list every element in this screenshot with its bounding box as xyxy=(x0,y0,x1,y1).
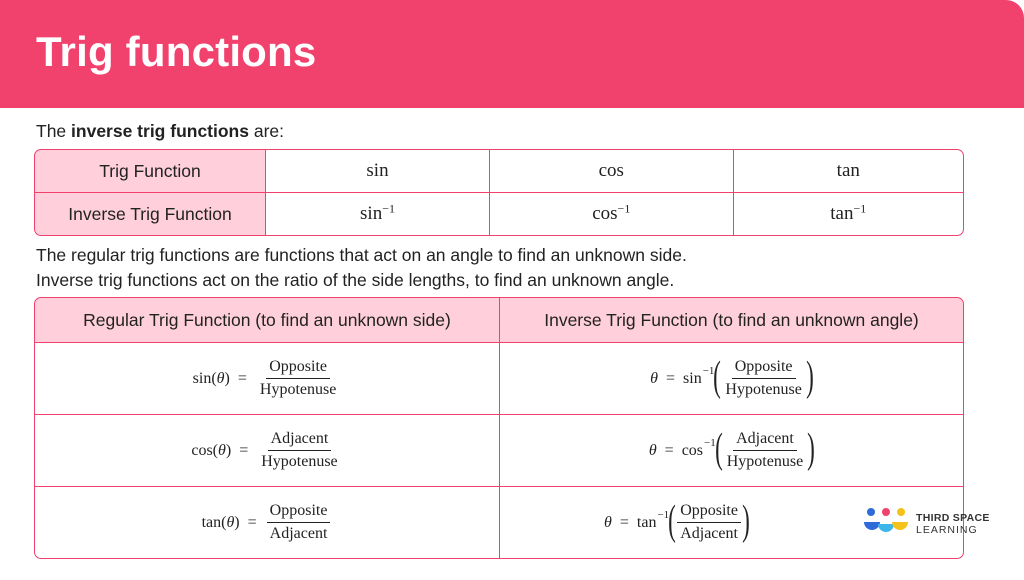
exponent: −1 xyxy=(853,201,867,216)
header-regular-trig: Regular Trig Function (to find an unknown side) xyxy=(34,297,500,343)
logo-line-2: LEARNING xyxy=(916,524,978,536)
table-row xyxy=(34,487,964,559)
equals: = xyxy=(619,513,629,531)
equals: = xyxy=(247,513,257,531)
explanation-line-1: The regular trig functions are functions that act on an angle to find an unknown side. xyxy=(36,245,687,265)
denominator: Adjacent xyxy=(269,525,328,542)
fraction xyxy=(257,358,339,399)
denominator: Hypotenuse xyxy=(259,381,337,398)
denominator: Hypotenuse xyxy=(725,381,802,398)
cell-arccos xyxy=(490,193,734,236)
denominator: Adjacent xyxy=(680,525,738,542)
fn-name: cos xyxy=(681,441,704,459)
cell-arcsin xyxy=(266,193,490,236)
exponent: −1 xyxy=(704,436,716,449)
fn-name: cos xyxy=(592,203,618,224)
right-paren: ) xyxy=(806,353,814,400)
formula-tan: tan ( θ ) = $\frac{\text{Opposite}}{\text{Adjacent}}$ xyxy=(34,487,500,559)
theta: θ xyxy=(218,441,226,459)
formula-arccos xyxy=(500,415,964,487)
intro-suffix: are: xyxy=(248,121,285,141)
intro-bold: inverse trig functions xyxy=(71,121,249,141)
row-label-trig-function: Trig Function xyxy=(34,149,266,193)
left-paren: ( xyxy=(714,425,723,472)
fraction xyxy=(722,358,804,399)
formula-cos: cos ( θ ) = $\frac{\text{Adjacent}}{\text{Hypotenuse}}$ xyxy=(34,415,500,487)
table-header-row xyxy=(34,297,964,343)
numerator: Opposite xyxy=(267,502,331,523)
table-row xyxy=(34,193,964,236)
equals: = xyxy=(237,369,247,387)
denominator: Hypotenuse xyxy=(726,453,804,470)
cell-sin: sin xyxy=(266,149,490,193)
numerator: Opposite xyxy=(266,358,330,379)
header-inverse-trig: Inverse Trig Function (to find an unknown angle) xyxy=(500,297,964,343)
numerator: Opposite xyxy=(677,502,741,523)
fn-name: sin xyxy=(360,203,383,224)
cell-arctan xyxy=(734,193,964,236)
denominator: Hypotenuse xyxy=(261,453,338,470)
inverse-functions-table xyxy=(34,149,964,236)
equals: = xyxy=(664,441,674,459)
exponent: −1 xyxy=(657,508,670,521)
theta: θ xyxy=(226,513,235,531)
cell-tan: tan xyxy=(734,149,964,193)
explanation-line-2: Inverse trig functions act on the ratio of the side lengths, to find an unknown angle. xyxy=(36,270,675,290)
fn-name: tan xyxy=(636,513,657,531)
cell-cos: cos xyxy=(490,149,734,193)
third-space-learning-logo xyxy=(862,506,992,542)
table-row xyxy=(34,149,964,193)
numerator: Adjacent xyxy=(733,430,797,451)
table-row xyxy=(34,343,964,415)
logo-line-1: THIRD SPACE xyxy=(916,512,990,524)
equals: = xyxy=(666,369,676,387)
fn-name: cos xyxy=(191,441,213,459)
fn-name: tan xyxy=(830,203,854,224)
fn-name: sin xyxy=(192,369,212,387)
formula-table xyxy=(34,297,964,559)
exponent: −1 xyxy=(617,201,631,216)
fn-name: sin xyxy=(683,369,702,387)
logo-mark-icon xyxy=(862,506,912,538)
equals: = xyxy=(239,441,249,459)
fraction xyxy=(724,430,806,471)
theta: θ xyxy=(650,369,658,387)
left-paren: ( xyxy=(713,353,722,400)
left-paren: ( xyxy=(668,497,677,544)
numerator: Opposite xyxy=(732,358,796,379)
exponent: −1 xyxy=(382,201,395,216)
row-label-inverse-trig-function: Inverse Trig Function xyxy=(34,193,266,236)
page-title: Trig functions xyxy=(36,28,317,75)
theta: θ xyxy=(648,441,657,459)
exponent: −1 xyxy=(702,364,715,377)
intro-text xyxy=(36,121,284,142)
table-row xyxy=(34,415,964,487)
fn-name: tan xyxy=(201,513,222,531)
numerator: Adjacent xyxy=(268,430,332,451)
formula-sin: sin ( θ ) = $\frac{\text{Opposite}}{\text{Hypotenuse}}$ xyxy=(34,343,500,415)
fraction xyxy=(267,502,331,543)
intro-prefix: The xyxy=(36,121,72,141)
theta: θ xyxy=(604,513,612,531)
right-paren: ) xyxy=(742,497,750,544)
formula-arcsin xyxy=(500,343,964,415)
theta: θ xyxy=(216,369,225,387)
fraction xyxy=(258,430,340,471)
logo-text xyxy=(916,512,990,536)
fraction xyxy=(677,502,741,543)
title-banner xyxy=(0,0,1024,108)
right-paren: ) xyxy=(807,425,816,472)
